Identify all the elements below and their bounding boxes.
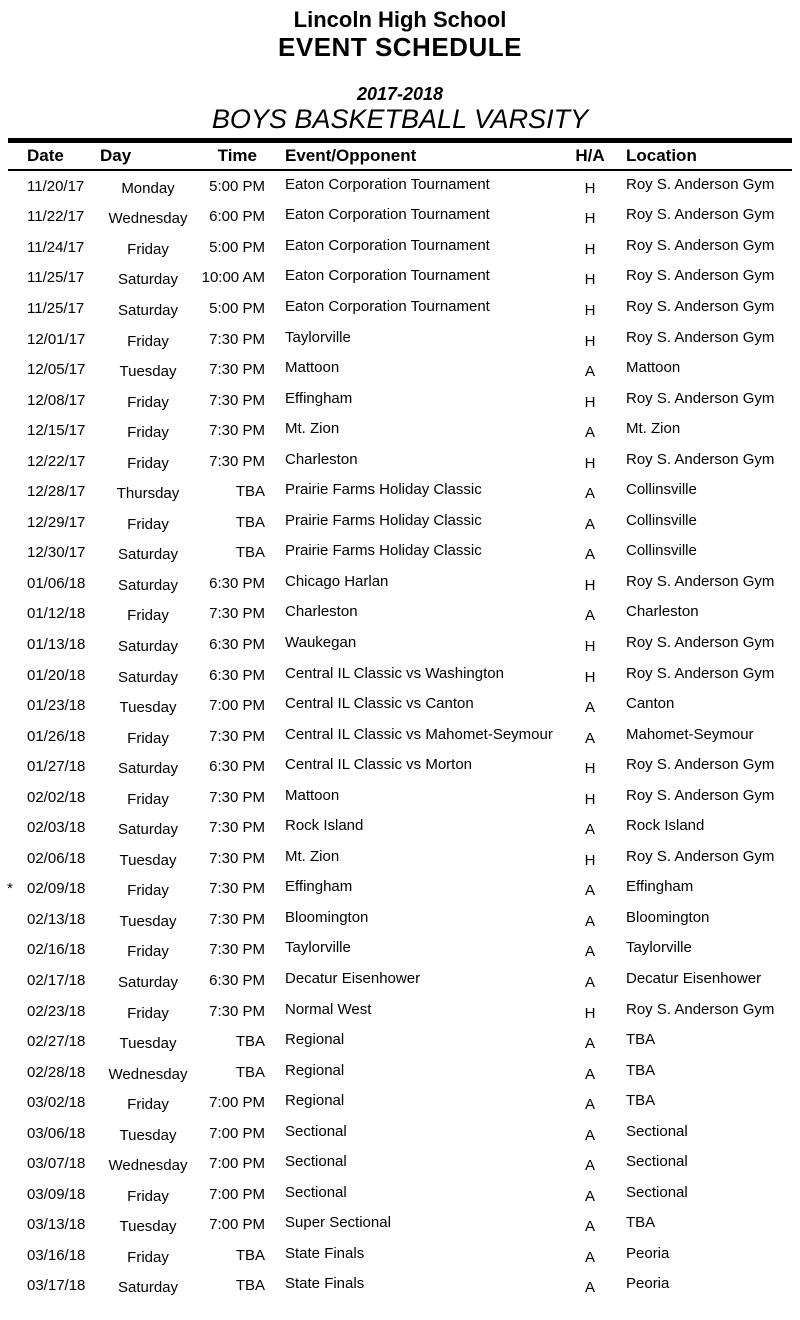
cell-event-opponent: Central IL Classic vs Mahomet-Seymour [285,725,553,743]
cell-day: Friday [127,240,169,258]
cell-time: TBA [235,544,265,562]
team-label: BOYS BASKETBALL VARSITY [211,104,589,134]
cell-date: 03/13/18 [27,1216,86,1234]
cell-day: Saturday [117,546,179,564]
cell-day: Saturday [117,1279,179,1297]
cell-time: TBA [235,1033,265,1051]
cell-home-away: H [584,454,596,472]
cell-time: 7:30 PM [209,422,265,440]
table-row [0,812,800,843]
cell-event-opponent: Mattoon [285,359,340,377]
table-row [0,721,800,752]
cell-home-away: H [584,760,596,778]
cell-event-opponent: Central IL Classic vs Morton [285,756,473,774]
cell-time: 7:00 PM [209,1094,265,1112]
cell-date: 03/16/18 [27,1246,86,1264]
cell-time: 7:00 PM [209,1185,265,1203]
cell-location: Roy S. Anderson Gym [626,572,775,590]
cell-event-opponent: Super Sectional [285,1214,391,1232]
cell-date: 02/09/18 [27,880,86,898]
cell-date: 02/03/18 [27,819,86,837]
table-row [0,293,800,324]
cell-time: 7:30 PM [209,452,265,470]
cell-event-opponent: Eaton Corporation Tournament [285,297,490,315]
cell-date: 12/15/17 [27,422,86,440]
cell-date: 11/25/17 [27,299,85,317]
cell-date: 03/17/18 [27,1277,86,1295]
cell-home-away: A [584,1035,595,1053]
column-header-location: Location [626,146,697,165]
cell-date: 02/02/18 [27,788,86,806]
cell-location: Roy S. Anderson Gym [626,756,775,774]
cell-event-opponent: Regional [285,1092,345,1110]
cell-day: Friday [127,1187,169,1205]
cell-home-away: A [584,424,595,442]
cell-event-opponent: Prairie Farms Holiday Classic [285,511,482,529]
table-row [0,538,800,569]
table-row [0,202,800,233]
cell-date: 12/08/17 [27,391,86,409]
cell-event-opponent: Sectional [285,1153,347,1171]
cell-event-opponent: Chicago Harlan [285,572,389,590]
cell-date: 02/16/18 [27,941,86,959]
cell-time: 6:30 PM [209,666,265,684]
cell-event-opponent: Normal West [285,1000,372,1018]
cell-date: 01/20/18 [27,666,86,684]
cell-event-opponent: Charleston [285,450,358,468]
cell-day: Saturday [117,301,179,319]
cell-home-away: A [584,485,595,503]
table-row [0,385,800,416]
cell-day: Wednesday [108,210,188,228]
table-row [0,354,800,385]
cell-time: TBA [235,1063,265,1081]
table-row [0,507,800,538]
cell-location: TBA [626,1031,656,1049]
cell-day: Saturday [117,760,179,778]
row-flag-asterisk: * [7,880,13,898]
table-row [0,965,800,996]
cell-location: Peoria [626,1244,670,1262]
cell-home-away: A [584,1157,595,1175]
cell-home-away: A [584,729,595,747]
cell-time: 7:30 PM [209,391,265,409]
cell-event-opponent: Central IL Classic vs Washington [285,664,504,682]
table-row [0,904,800,935]
table-row [0,690,800,721]
cell-location: Charleston [626,603,699,621]
cell-home-away: A [584,546,595,564]
cell-time: 6:00 PM [209,208,265,226]
cell-day: Friday [127,332,169,350]
cell-date: 01/26/18 [27,727,86,745]
cell-location: Canton [626,695,675,713]
cell-day: Friday [127,1248,169,1266]
cell-event-opponent: Mt. Zion [285,420,340,438]
table-row [0,599,800,630]
cell-home-away: H [584,851,596,869]
cell-home-away: A [584,882,595,900]
table-row [0,843,800,874]
cell-time: TBA [235,1277,265,1295]
cell-event-opponent: Eaton Corporation Tournament [285,175,490,193]
cell-event-opponent: Eaton Corporation Tournament [285,206,490,224]
cell-event-opponent: Prairie Farms Holiday Classic [285,542,482,560]
cell-home-away: A [584,1218,595,1236]
cell-date: 12/28/17 [27,483,86,501]
season-label: 2017-2018 [356,84,444,104]
cell-date: 12/30/17 [27,544,86,562]
cell-time: 7:30 PM [209,330,265,348]
cell-location: Roy S. Anderson Gym [626,206,775,224]
cell-day: Tuesday [119,699,177,717]
table-row [0,415,800,446]
cell-home-away: H [584,393,596,411]
table-row [0,935,800,966]
cell-date: 11/20/17 [27,177,85,195]
document-title: EVENT SCHEDULE [278,32,522,62]
cell-day: Saturday [117,637,179,655]
cell-event-opponent: Eaton Corporation Tournament [285,236,490,254]
cell-day: Friday [127,729,169,747]
cell-location: TBA [626,1092,656,1110]
cell-event-opponent: Central IL Classic vs Canton [285,695,474,713]
table-row [0,263,800,294]
cell-event-opponent: Bloomington [285,908,369,926]
cell-day: Tuesday [119,1035,177,1053]
cell-time: 5:00 PM [209,238,265,256]
cell-time: 7:30 PM [209,1002,265,1020]
table-row [0,1057,800,1088]
cell-date: 03/07/18 [27,1155,86,1173]
table-row [0,171,800,202]
cell-day: Tuesday [119,363,177,381]
cell-event-opponent: State Finals [285,1275,365,1293]
cell-location: Roy S. Anderson Gym [626,633,775,651]
cell-event-opponent: Mattoon [285,786,340,804]
table-row [0,660,800,691]
cell-time: 7:30 PM [209,605,265,623]
cell-event-opponent: Taylorville [285,328,351,346]
column-header-day: Day [100,146,132,165]
cell-location: Rock Island [626,817,705,835]
table-row [0,1240,800,1271]
cell-date: 11/25/17 [27,269,85,287]
cell-date: 02/17/18 [27,971,86,989]
cell-date: 03/02/18 [27,1094,86,1112]
cell-location: Roy S. Anderson Gym [626,786,775,804]
cell-date: 03/06/18 [27,1124,86,1142]
cell-date: 02/28/18 [27,1063,86,1081]
cell-time: 10:00 AM [201,269,265,287]
cell-time: 6:30 PM [209,635,265,653]
cell-date: 11/24/17 [27,238,85,256]
cell-home-away: A [584,1065,595,1083]
cell-location: Roy S. Anderson Gym [626,175,775,193]
cell-day: Tuesday [119,1218,177,1236]
cell-location: Sectional [626,1122,688,1140]
cell-day: Saturday [117,821,179,839]
table-row [0,782,800,813]
cell-location: Sectional [626,1153,688,1171]
cell-time: 5:00 PM [209,177,265,195]
cell-home-away: A [584,1187,595,1205]
cell-day: Monday [121,179,175,197]
cell-home-away: A [584,699,595,717]
column-header-date: Date [27,146,64,165]
cell-date: 02/27/18 [27,1033,86,1051]
cell-day: Friday [127,454,169,472]
cell-day: Friday [127,515,169,533]
cell-home-away: A [584,515,595,533]
cell-time: TBA [235,483,265,501]
cell-day: Friday [127,424,169,442]
cell-date: 01/23/18 [27,697,86,715]
cell-time: 7:30 PM [209,880,265,898]
table-row [0,751,800,782]
cell-location: Collinsville [626,511,697,529]
column-header-time: Time [217,146,257,165]
cell-home-away: H [584,301,596,319]
cell-location: Taylorville [626,939,692,957]
cell-home-away: H [584,637,596,655]
cell-location: Roy S. Anderson Gym [626,664,775,682]
cell-location: Peoria [626,1275,670,1293]
cell-location: TBA [626,1061,656,1079]
cell-location: Roy S. Anderson Gym [626,297,775,315]
cell-home-away: H [584,790,596,808]
cell-location: Collinsville [626,481,697,499]
cell-home-away: H [584,668,596,686]
cell-time: 7:00 PM [209,1124,265,1142]
cell-time: 6:30 PM [209,758,265,776]
cell-day: Wednesday [108,1157,188,1175]
cell-home-away: A [584,1279,595,1297]
cell-day: Saturday [117,973,179,991]
cell-time: 7:30 PM [209,727,265,745]
cell-day: Friday [127,790,169,808]
cell-date: 02/13/18 [27,910,86,928]
table-row [0,1026,800,1057]
cell-event-opponent: Regional [285,1061,345,1079]
cell-day: Thursday [116,485,180,503]
cell-event-opponent: Decatur Eisenhower [285,969,421,987]
cell-date: 12/29/17 [27,513,86,531]
cell-event-opponent: Eaton Corporation Tournament [285,267,490,285]
cell-location: Roy S. Anderson Gym [626,1000,775,1018]
cell-time: 6:30 PM [209,574,265,592]
cell-date: 02/23/18 [27,1002,86,1020]
cell-home-away: A [584,1096,595,1114]
cell-location: Roy S. Anderson Gym [626,450,775,468]
table-row [0,1087,800,1118]
table-row [0,1149,800,1180]
table-row [0,874,800,905]
cell-time: 7:30 PM [209,849,265,867]
column-header-event-opponent: Event/Opponent [285,146,417,165]
cell-date: 01/27/18 [27,758,86,776]
cell-time: 7:30 PM [209,910,265,928]
cell-event-opponent: Regional [285,1031,345,1049]
cell-day: Tuesday [119,912,177,930]
table-row [0,1118,800,1149]
table-row [0,476,800,507]
cell-time: 6:30 PM [209,971,265,989]
cell-location: Roy S. Anderson Gym [626,267,775,285]
table-header-row [0,143,800,169]
cell-home-away: H [584,179,596,197]
column-header-home-away: H/A [575,146,605,165]
cell-day: Saturday [117,271,179,289]
title-block [0,0,800,134]
table-row [0,1271,800,1302]
cell-date: 01/13/18 [27,635,86,653]
cell-date: 11/22/17 [27,208,85,226]
cell-home-away: H [584,1004,596,1022]
cell-event-opponent: Effingham [285,878,353,896]
cell-event-opponent: Charleston [285,603,358,621]
cell-home-away: H [584,210,596,228]
cell-date: 12/01/17 [27,330,86,348]
cell-date: 03/09/18 [27,1185,86,1203]
cell-time: 7:30 PM [209,361,265,379]
cell-date: 01/12/18 [27,605,86,623]
cell-day: Saturday [117,668,179,686]
table-row [0,232,800,263]
cell-day: Friday [127,607,169,625]
cell-home-away: H [584,271,596,289]
cell-time: TBA [235,1246,265,1264]
cell-time: 7:00 PM [209,697,265,715]
table-row [0,324,800,355]
table-row [0,629,800,660]
cell-date: 01/06/18 [27,574,86,592]
table-body [0,171,800,1301]
cell-time: 7:00 PM [209,1216,265,1234]
cell-event-opponent: Sectional [285,1122,347,1140]
table-row [0,1179,800,1210]
cell-event-opponent: State Finals [285,1244,365,1262]
table-row [0,996,800,1027]
cell-time: 7:30 PM [209,941,265,959]
cell-day: Friday [127,1096,169,1114]
cell-location: TBA [626,1214,656,1232]
cell-day: Friday [127,882,169,900]
cell-day: Friday [127,943,169,961]
cell-date: 12/05/17 [27,361,86,379]
cell-location: Mt. Zion [626,420,681,438]
cell-day: Wednesday [108,1065,188,1083]
cell-date: 12/22/17 [27,452,86,470]
cell-event-opponent: Prairie Farms Holiday Classic [285,481,482,499]
cell-home-away: H [584,240,596,258]
cell-location: Roy S. Anderson Gym [626,847,775,865]
cell-location: Sectional [626,1183,688,1201]
table-row [0,1210,800,1241]
cell-home-away: H [584,576,596,594]
cell-date: 02/06/18 [27,849,86,867]
cell-time: TBA [235,513,265,531]
cell-location: Mahomet-Seymour [626,725,754,743]
cell-home-away: A [584,943,595,961]
cell-home-away: A [584,912,595,930]
cell-home-away: A [584,607,595,625]
cell-event-opponent: Rock Island [285,817,364,835]
cell-event-opponent: Taylorville [285,939,351,957]
cell-home-away: A [584,363,595,381]
cell-location: Decatur Eisenhower [626,969,762,987]
cell-event-opponent: Effingham [285,389,353,407]
cell-location: Mattoon [626,359,681,377]
table-row [0,568,800,599]
cell-event-opponent: Sectional [285,1183,347,1201]
cell-location: Bloomington [626,908,710,926]
cell-location: Roy S. Anderson Gym [626,236,775,254]
cell-home-away: H [584,332,596,350]
cell-home-away: A [584,1126,595,1144]
cell-location: Roy S. Anderson Gym [626,389,775,407]
table-row [0,446,800,477]
cell-day: Tuesday [119,1126,177,1144]
cell-day: Saturday [117,576,179,594]
cell-time: 5:00 PM [209,299,265,317]
cell-location: Effingham [626,878,694,896]
cell-day: Tuesday [119,851,177,869]
cell-day: Friday [127,393,169,411]
cell-time: 7:30 PM [209,819,265,837]
cell-home-away: A [584,973,595,991]
cell-event-opponent: Waukegan [285,633,357,651]
cell-home-away: A [584,1248,595,1266]
cell-event-opponent: Mt. Zion [285,847,340,865]
cell-location: Collinsville [626,542,697,560]
cell-time: 7:00 PM [209,1155,265,1173]
cell-time: 7:30 PM [209,788,265,806]
cell-home-away: A [584,821,595,839]
cell-location: Roy S. Anderson Gym [626,328,775,346]
school-name: Lincoln High School [293,7,507,32]
cell-day: Friday [127,1004,169,1022]
